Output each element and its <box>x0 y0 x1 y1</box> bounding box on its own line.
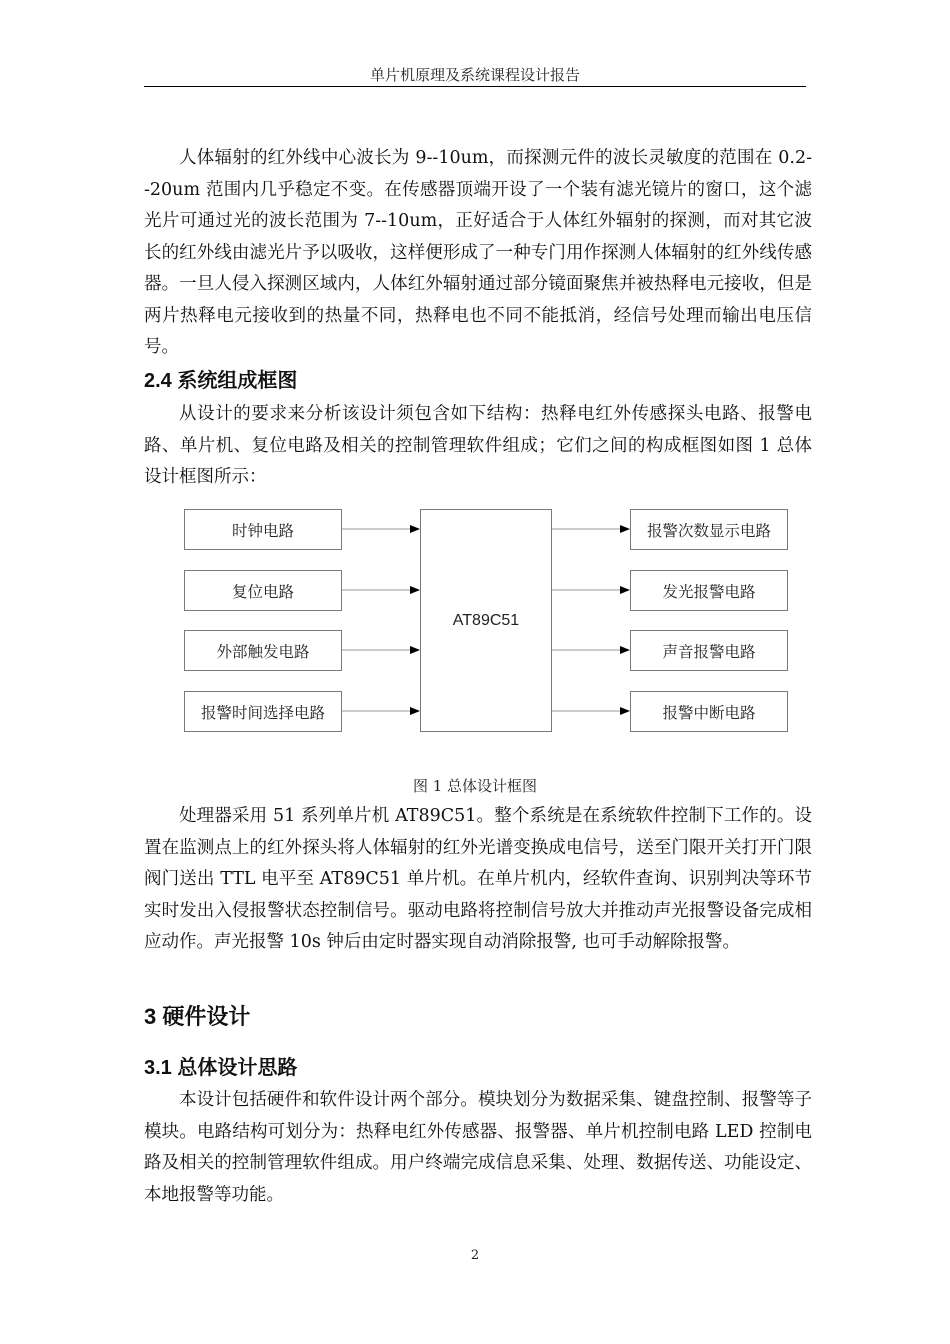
heading-3-1: 3.1 总体设计思路 <box>144 1057 298 1079</box>
page-number: 2 <box>470 1248 480 1263</box>
paragraph-infrared-sensor: 人体辐射的红外线中心波长为 9--10um，而探测元件的波长灵敏度的范围在 0.2--20um 范围内几乎稳定不变。在传感器顶端开设了一个装有滤光镜片的窗口，这个滤光片可通过光的波长范围为 7--10um，正好适合于人体红外辐射的探测，而对其它波长的红外线由滤光片予以吸收，这样便形成了一种专门用作探测人体辐射的红外线传感器。一旦人侵入探测区域内，人体红外辐射通过部分镜面聚焦并被热释电元接收，但是两片热释电元接收到的热量不同，热释电也不同不能抵消，经信号处理而输出电压信号。 <box>144 148 812 357</box>
output-box-alarm-interrupt: 报警中断电路 <box>630 691 788 732</box>
heading-2-4: 2.4 系统组成框图 <box>144 370 298 392</box>
paragraph-processor: 处理器采用 51 系列单片机 AT89C51。整个系统是在系统软件控制下工作的。设置在监测点上的红外探头将人体辐射的红外光谱变换成电信号，送至门限开关打开门限阀门送出 TTL 电平至 AT89C51 单片机。在单片机内，经软件查询、识别判决等环节实时发出入侵报警状态控制信号。驱动电路将控制信号放大并推动声光报警设备完成相应动作。声光报警 10s 钟后由定时器实现自动消除报警, 也可手动解除报警。 <box>144 806 812 952</box>
output-box-alarm-count-display: 报警次数显示电路 <box>630 509 788 550</box>
output-box-sound-alarm: 声音报警电路 <box>630 630 788 671</box>
heading-3: 3 硬件设计 <box>144 1004 251 1029</box>
output-box-light-alarm: 发光报警电路 <box>630 570 788 611</box>
input-box-reset: 复位电路 <box>184 570 342 611</box>
input-box-external-trigger: 外部触发电路 <box>184 630 342 671</box>
input-box-clock: 时钟电路 <box>184 509 342 550</box>
paragraph-overall-design: 本设计包括硬件和软件设计两个部分。模块划分为数据采集、键盘控制、报警等子模块。电路结构可划分为：热释电红外传感器、报警器、单片机控制电路 LED 控制电路及相关的控制管理软件组成。用户终端完成信息采集、处理、数据传送、功能设定、本地报警等功能。 <box>144 1090 812 1205</box>
input-box-alarm-time-select: 报警时间选择电路 <box>184 691 342 732</box>
mcu-label: AT89C51 <box>452 611 520 629</box>
figure-caption: 图 1 总体设计框图 <box>412 777 538 795</box>
running-header: 单片机原理及系统课程设计报告 <box>369 66 580 84</box>
paragraph-structure: 从设计的要求来分析该设计须包含如下结构：热释电红外传感探头电路、报警电路、单片机、复位电路及相关的控制管理软件组成；它们之间的构成框图如图 1 总体设计框图所示： <box>144 404 812 487</box>
